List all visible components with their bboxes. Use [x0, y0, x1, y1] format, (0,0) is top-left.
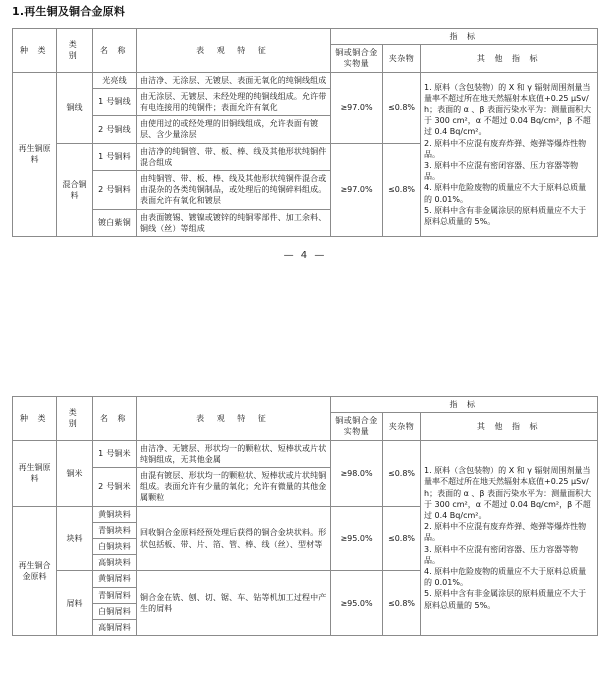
table-header-row-1 — [13, 397, 598, 413]
cell-name: 1 号铜米 — [93, 440, 137, 467]
cell-name: 青铜屑料 — [93, 587, 137, 603]
header-indicator-group: 指 标 — [331, 397, 598, 413]
cell-name: 镀白紫铜 — [93, 209, 137, 236]
cell-class: 铜线 — [57, 72, 93, 143]
table-copper-alloy — [12, 396, 598, 636]
cell-name: 1 号铜线 — [93, 88, 137, 115]
cell-impurity: ≤0.8% — [383, 440, 421, 506]
page-number: — 4 — — [283, 250, 327, 261]
other-indicator-item-5: 5. 原料中含有非金属涂层的原料质量应不大于原料总质量的 5%。 — [424, 205, 587, 226]
cell-appearance: 由无涂层、无镀层、未经处理的纯铜线组成。允许带有电连接用的纯铜件；表面允许有氧化 — [137, 88, 331, 115]
other-indicator-item-3: 3. 原料中不应混有密闭容器、压力容器等物品。 — [424, 544, 579, 565]
cell-appearance: 由混有镀层、形状均一的颗粒状、短棒状或片状纯铜组成。表面允许有少量的氧化；允许有微量的其他金属颗粒 — [137, 468, 331, 507]
cell-class: 屑料 — [57, 571, 93, 636]
cell-name: 光亮线 — [93, 72, 137, 88]
page-title: 1.再生铜及铜合金原料 — [12, 5, 126, 18]
cell-name: 高铜屑料 — [93, 620, 137, 636]
cell-name: 2 号铜料 — [93, 171, 137, 210]
table-row — [13, 440, 598, 467]
cell-category: 再生铜原料 — [13, 440, 57, 506]
cell-name: 2 号铜米 — [93, 468, 137, 507]
header-category: 种 类 — [13, 397, 57, 441]
cell-other-indicators — [421, 440, 598, 636]
cell-appearance: 由纯铜管、带、板、棒、线及其他形状纯铜件混合或由混杂的各类纯铜制品，或处理后的纯铜碎料组成。表面允许有氧化和镀层 — [137, 171, 331, 210]
cell-impurity: ≤0.8% — [383, 571, 421, 636]
header-appearance: 表 观 特 征 — [137, 397, 331, 441]
cell-name: 青铜块料 — [93, 522, 137, 538]
other-indicator-item-2: 2. 原料中不应混有废弃炸弹、炮弹等爆炸性物品。 — [424, 138, 587, 159]
header-class: 类 别 — [57, 29, 93, 73]
cell-class: 块料 — [57, 506, 93, 571]
cell-name: 1 号铜料 — [93, 143, 137, 170]
other-indicator-item-5: 5. 原料中含有非金属涂层的原料质量应不大于原料总质量的 5%。 — [424, 589, 587, 610]
header-name: 名 称 — [93, 397, 137, 441]
header-other-indicators: 其 他 指 标 — [421, 45, 598, 72]
header-class: 类 别 — [57, 397, 93, 441]
cell-appearance: 由洁净、无涂层、无镀层、表面无氧化的纯铜线组成 — [137, 72, 331, 88]
cell-metal-content: ≥97.0% — [331, 72, 383, 143]
other-indicator-item-3: 3. 原料中不应混有密闭容器、压力容器等物品。 — [424, 160, 579, 182]
cell-impurity: ≤0.8% — [383, 506, 421, 571]
cell-appearance: 由洁净的纯铜管、带、板、棒、线及其他形状纯铜件混合组成 — [137, 143, 331, 170]
header-indicator-group: 指 标 — [331, 29, 598, 45]
cell-metal-content: ≥95.0% — [331, 571, 383, 636]
header-impurity: 夹杂物 — [383, 413, 421, 440]
cell-name: 黄铜屑料 — [93, 571, 137, 587]
table-recycled-copper — [12, 28, 598, 237]
cell-appearance: 回收铜合金原料经预处理后获得的铜合金块状料。形状包括板、带、片、箔、管、棒、线（丝）、型材等 — [137, 506, 331, 571]
other-indicator-item-2: 2. 原料中不应混有废弃炸弹、炮弹等爆炸性物品。 — [424, 522, 587, 543]
cell-appearance: 铜合金在铣、刨、切、锯、车、钻等机加工过程中产生的屑料 — [137, 571, 331, 636]
cell-metal-content: ≥98.0% — [331, 440, 383, 506]
cell-other-indicators — [421, 72, 598, 236]
header-category: 种 类 — [13, 29, 57, 73]
cell-class: 铜米 — [57, 440, 93, 506]
cell-impurity: ≤0.8% — [383, 72, 421, 143]
header-metal-content: 铜或铜合金实物量 — [331, 413, 383, 440]
cell-category: 再生铜合金原料 — [13, 506, 57, 636]
cell-impurity: ≤0.8% — [383, 143, 421, 236]
table-row — [13, 72, 598, 88]
other-indicator-item-1: 1. 原料（含包装物）的 X 和 γ 辐射周围剂量当量率不超过所在地天然辐射本底值+0.25 μSv/h；表面的 α 、β 表面污染水平为：测量面积大于 300 cm²，α 不超过 0.04 Bq/cm²，β 不超过 0.4 Bq/cm²。 — [424, 466, 592, 520]
cell-metal-content: ≥95.0% — [331, 506, 383, 571]
header-impurity: 夹杂物 — [383, 45, 421, 72]
table-header-row-1 — [13, 29, 598, 45]
header-name: 名 称 — [93, 29, 137, 73]
cell-name: 黄铜块料 — [93, 506, 137, 522]
header-appearance: 表 观 特 征 — [137, 29, 331, 73]
header-other-indicators: 其 他 指 标 — [421, 413, 598, 440]
cell-name: 2 号铜线 — [93, 116, 137, 143]
cell-metal-content: ≥97.0% — [331, 143, 383, 236]
other-indicator-item-1: 1. 原料（含包装物）的 X 和 γ 辐射周围剂量当量率不超过所在地天然辐射本底值+0.25 μSv/h；表面的 α 、β 表面污染水平为：测量面积大于 300 cm²，α 不超过 0.04 Bq/cm²，β 不超过 0.4 Bq/cm²。 — [424, 82, 592, 137]
cell-appearance: 由使用过的或经处理的旧铜线组成，允许表面有镀层、含少量涂层 — [137, 116, 331, 143]
cell-name: 白铜屑料 — [93, 603, 137, 619]
cell-appearance: 由洁净、无镀层、形状均一的颗粒状、短棒状或片状纯铜组成，无其他金属 — [137, 440, 331, 467]
cell-name: 白铜块料 — [93, 539, 137, 555]
cell-class: 混合铜料 — [57, 143, 93, 236]
other-indicator-item-4: 4. 原料中危险废物的质量应不大于原料总质量的 0.01%。 — [424, 566, 587, 588]
cell-category: 再生铜原料 — [13, 72, 57, 236]
other-indicator-item-4: 4. 原料中危险废物的质量应不大于原料总质量的 0.01%。 — [424, 183, 587, 204]
cell-name: 高铜块料 — [93, 555, 137, 571]
cell-appearance: 由表面镀锡、镀镍或镀锌的纯铜零部件、加工余料、铜线（丝）等组成 — [137, 209, 331, 236]
header-metal-content: 铜或铜合金实物量 — [331, 45, 383, 72]
